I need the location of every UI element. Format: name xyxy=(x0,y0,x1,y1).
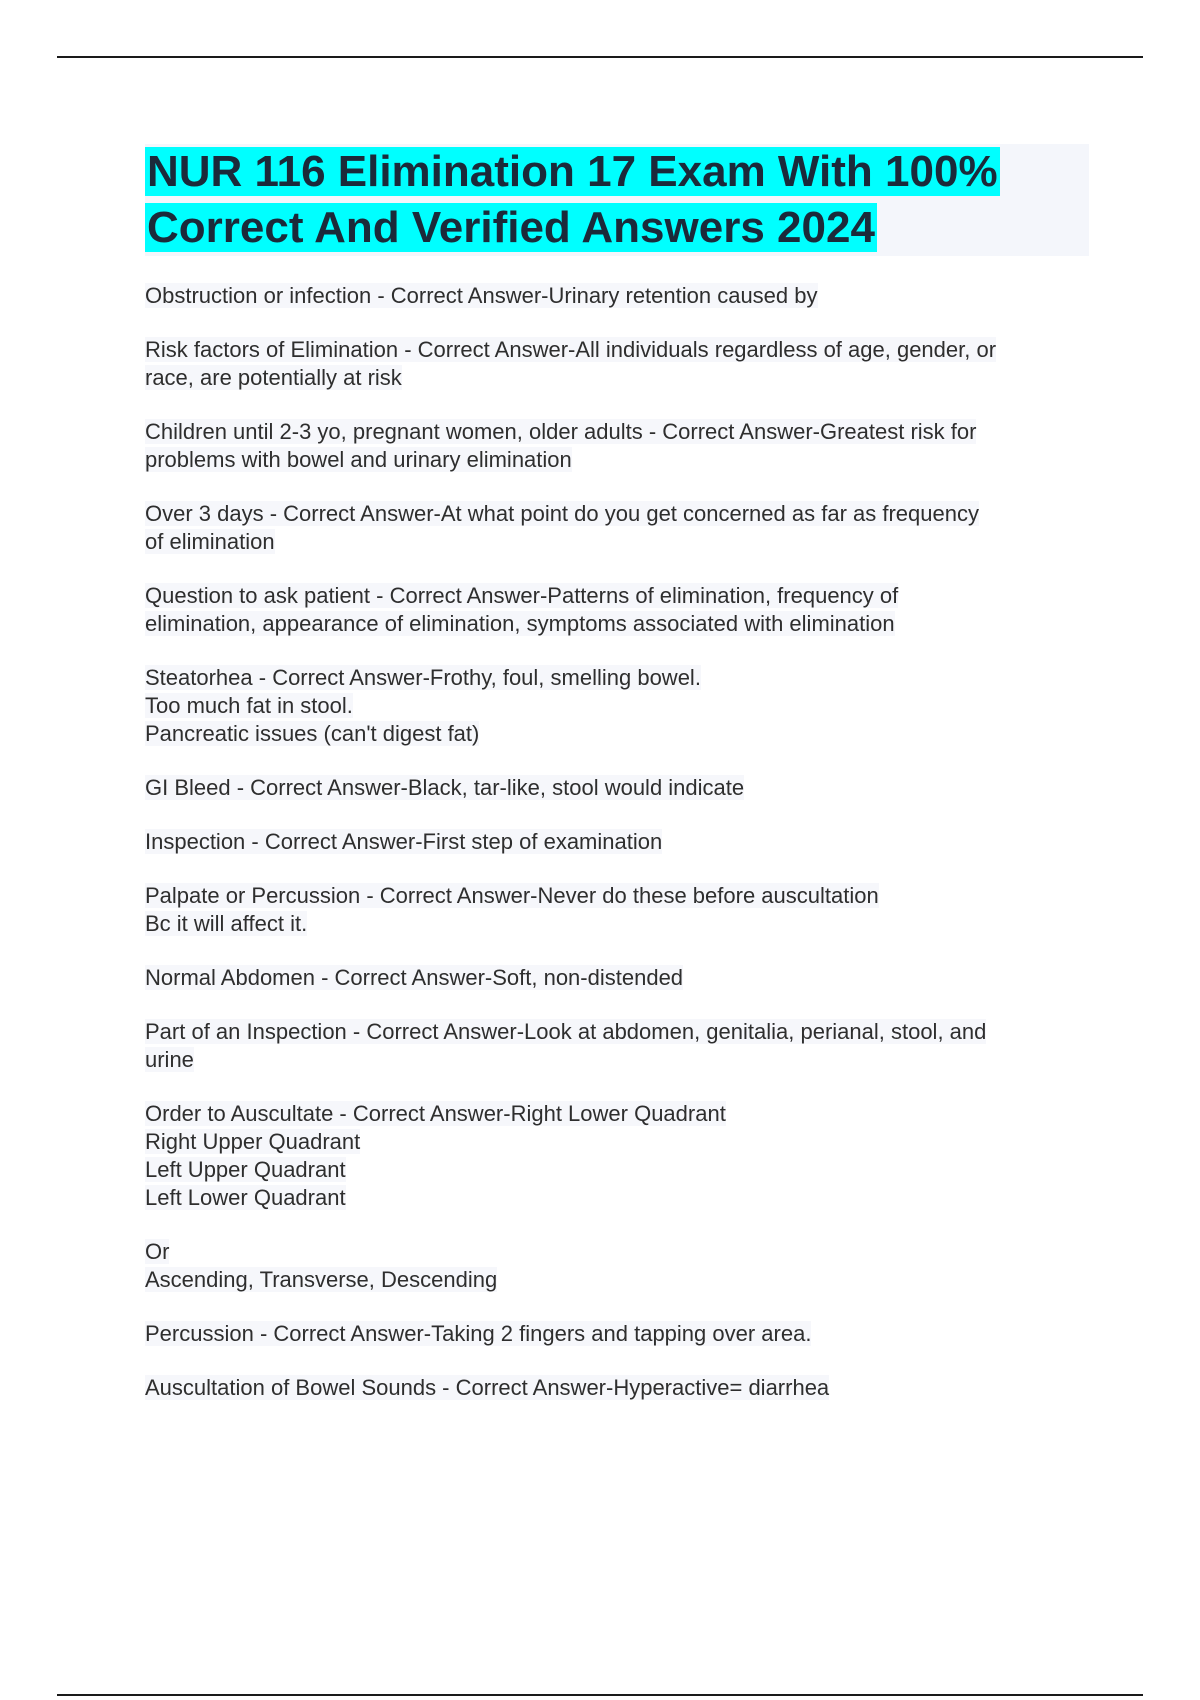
qa-entry-line xyxy=(145,336,1095,364)
qa-entry-text: Too much fat in stool. xyxy=(145,693,353,718)
qa-entry xyxy=(145,1238,1095,1294)
qa-entry-line xyxy=(145,910,1095,938)
qa-entry-text: Normal Abdomen - Correct Answer-Soft, non-distended xyxy=(145,965,684,990)
qa-entry-line xyxy=(145,1184,1095,1212)
title-line-2: Correct And Verified Answers 2024 xyxy=(147,203,875,252)
qa-entry-line xyxy=(145,418,1095,446)
qa-entry xyxy=(145,336,1095,392)
qa-entry-text: urine xyxy=(145,1047,194,1072)
qa-entry-text: Ascending, Transverse, Descending xyxy=(145,1267,498,1292)
qa-entry-text: problems with bowel and urinary elimination xyxy=(145,447,572,472)
qa-entry-text: Auscultation of Bowel Sounds - Correct Answer-Hyperactive= diarrhea xyxy=(145,1375,830,1400)
qa-entry-text: Left Upper Quadrant xyxy=(145,1157,346,1182)
bottom-rule xyxy=(57,1694,1143,1696)
qa-entry-line xyxy=(145,692,1095,720)
qa-entry xyxy=(145,1374,1095,1402)
qa-entry-line xyxy=(145,610,1095,638)
qa-entry xyxy=(145,1320,1095,1348)
qa-entry-text: Right Upper Quadrant xyxy=(145,1129,361,1154)
qa-entry xyxy=(145,964,1095,992)
qa-entry-line xyxy=(145,528,1095,556)
qa-entry xyxy=(145,882,1095,938)
qa-entry xyxy=(145,774,1095,802)
qa-entry-line xyxy=(145,446,1095,474)
qa-entry-line xyxy=(145,500,1095,528)
qa-entry-text: Pancreatic issues (can't digest fat) xyxy=(145,721,480,746)
qa-entry-text: Left Lower Quadrant xyxy=(145,1185,346,1210)
qa-entry-line xyxy=(145,1320,1095,1348)
qa-entry-text: Inspection - Correct Answer-First step of examination xyxy=(145,829,663,854)
qa-entry-line xyxy=(145,664,1095,692)
qa-entry-line xyxy=(145,720,1095,748)
qa-entry-line xyxy=(145,1018,1095,1046)
qa-entry-line xyxy=(145,1266,1095,1294)
qa-entry-line xyxy=(145,1128,1095,1156)
qa-entry-line xyxy=(145,1374,1095,1402)
qa-entry-line xyxy=(145,882,1095,910)
qa-entry-line xyxy=(145,1100,1095,1128)
qa-entry-text: GI Bleed - Correct Answer-Black, tar-like, stool would indicate xyxy=(145,775,745,800)
qa-entry xyxy=(145,418,1095,474)
qa-entry xyxy=(145,664,1095,748)
qa-entry-text: Percussion - Correct Answer-Taking 2 fingers and tapping over area. xyxy=(145,1321,812,1346)
qa-entry-text: Obstruction or infection - Correct Answer-Urinary retention caused by xyxy=(145,283,818,308)
qa-entry-text: Question to ask patient - Correct Answer-Patterns of elimination, frequency of xyxy=(145,583,899,608)
qa-entry-line xyxy=(145,1238,1095,1266)
qa-entry xyxy=(145,500,1095,556)
qa-entry-line xyxy=(145,1046,1095,1074)
document-title xyxy=(145,144,1089,256)
qa-entry-text: race, are potentially at risk xyxy=(145,365,402,390)
qa-entry-text: Bc it will affect it. xyxy=(145,911,308,936)
qa-entry-line xyxy=(145,582,1095,610)
qa-entry-text: Or xyxy=(145,1239,170,1264)
qa-entry-text: elimination, appearance of elimination, symptoms associated with elimination xyxy=(145,611,895,636)
qa-list xyxy=(145,282,1095,1428)
qa-entry-text: of elimination xyxy=(145,529,275,554)
qa-entry xyxy=(145,1018,1095,1074)
qa-entry-text: Over 3 days - Correct Answer-At what point do you get concerned as far as frequency xyxy=(145,501,979,526)
title-block xyxy=(145,144,1089,256)
qa-entry-text: Steatorhea - Correct Answer-Frothy, foul, smelling bowel. xyxy=(145,665,701,690)
qa-entry-text: Part of an Inspection - Correct Answer-Look at abdomen, genitalia, perianal, stool, and xyxy=(145,1019,987,1044)
qa-entry xyxy=(145,1100,1095,1212)
qa-entry-line xyxy=(145,282,1095,310)
qa-entry-line xyxy=(145,828,1095,856)
qa-entry-text: Risk factors of Elimination - Correct Answer-All individuals regardless of age, gender, or xyxy=(145,337,997,362)
qa-entry xyxy=(145,582,1095,638)
qa-entry-line xyxy=(145,364,1095,392)
qa-entry xyxy=(145,828,1095,856)
qa-entry-line xyxy=(145,774,1095,802)
qa-entry-text: Palpate or Percussion - Correct Answer-Never do these before auscultation xyxy=(145,883,879,908)
qa-entry-text: Children until 2-3 yo, pregnant women, older adults - Correct Answer-Greatest risk for xyxy=(145,419,977,444)
qa-entry-line xyxy=(145,1156,1095,1184)
top-rule xyxy=(57,56,1143,58)
qa-entry-line xyxy=(145,964,1095,992)
title-line-1: NUR 116 Elimination 17 Exam With 100% xyxy=(147,147,998,196)
qa-entry xyxy=(145,282,1095,310)
qa-entry-text: Order to Auscultate - Correct Answer-Right Lower Quadrant xyxy=(145,1101,726,1126)
